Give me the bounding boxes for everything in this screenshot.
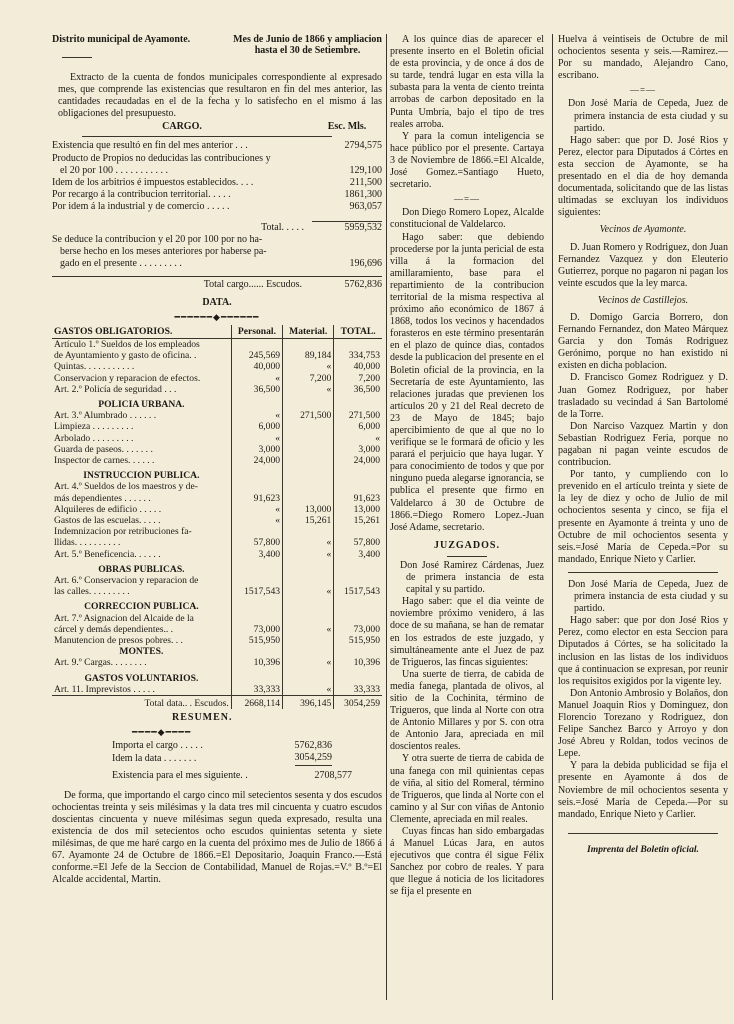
data-row-total: 57,800 <box>334 537 382 548</box>
data-row <box>52 338 382 350</box>
cargo-rows <box>52 140 382 213</box>
data-row-total <box>334 646 382 657</box>
data-row-label: MONTES. <box>119 646 164 658</box>
notice-valdelarco-title: Don Diego Romero Lopez, Alcalde constitucional de Valdelarco. <box>390 207 544 231</box>
data-row-total: 13,000 <box>334 504 382 515</box>
data-row-label: Art. 4.º Sueldos de los maestros y de- <box>54 481 198 493</box>
vecinos-castillejos-title: Vecinos de Castillejos. <box>597 294 689 306</box>
data-row <box>52 613 382 624</box>
data-row-label: Conservacion y reparacion de efectos. <box>54 372 201 384</box>
cargo-row-label: Producto de Propios no deducidas las contribuciones y <box>52 152 271 164</box>
data-row-total <box>334 481 382 492</box>
data-table <box>52 325 382 710</box>
resumen-ornament: ━━━━◆━━━━ <box>132 727 192 738</box>
data-group-title: POLICIA URBANA. <box>98 398 185 410</box>
data-row-material <box>283 526 334 537</box>
data-row <box>52 493 382 504</box>
data-row-material <box>283 613 334 624</box>
data-row-total: 3,400 <box>334 549 382 560</box>
data-empty-cell <box>334 560 382 575</box>
data-row-personal: « <box>231 373 282 384</box>
data-group-title-row <box>52 560 382 575</box>
account-header <box>52 34 382 56</box>
data-row-material: « <box>283 684 334 696</box>
data-group-title-row <box>52 395 382 410</box>
data-row-personal: 10,396 <box>231 657 282 668</box>
data-row <box>52 384 382 395</box>
data-ornament: ━━━━━━◆━━━━━━ <box>174 311 260 322</box>
data-row-personal: 73,000 <box>231 624 282 635</box>
cargo-row-label: Por idem á la industrial y de comercio . . . . . <box>52 200 230 212</box>
data-row-personal <box>231 575 282 586</box>
data-row-label: Arbolado . . . . . . . . . <box>54 432 134 444</box>
data-row-personal: « <box>231 504 282 515</box>
data-row-label: cárcel y demás dependientes.. . <box>54 623 174 635</box>
cargo-deduct-value: 196,696 <box>349 258 382 270</box>
data-empty-cell <box>283 466 334 481</box>
data-body <box>52 338 382 695</box>
column-notices <box>390 34 544 899</box>
cargo-row-value: 2794,575 <box>344 140 382 152</box>
data-row-label: Manutencion de presos pobres. . . <box>54 634 183 646</box>
data-row-label: Gastos de las escuelas. . . . . <box>54 514 161 526</box>
closing-paragraph: De forma, que importando el cargo cinco mil setecientos sesenta y dos escudos ochocientas treinta y seis milésimas y la data tres mil cincuenta y cuatro escudos doscientas cincuenta y nueve milésimas segun queda expresado, resulta una existencia de dos mil setecientos ocho escudos quinientas setenta y siete milésimas, de que me haré cargo en la cuenta del próximo mes de Julio de 1866 á 67. Ayamonte 24 de Octubre de 1866.=El Depositario, Joaquin Franco.—Está conforme.=El Jefe de la Seccion de Contabilidad, Manuel de Rojas.=V.º B.º=El Alcalde accidental, Martin. <box>52 789 382 886</box>
data-row-personal: 3,400 <box>231 549 282 560</box>
data-row-total: 7,200 <box>334 373 382 384</box>
data-row-total: 91,623 <box>334 493 382 504</box>
data-row-personal: « <box>231 410 282 421</box>
data-row-total <box>334 338 382 350</box>
cargo-row-label: Por recargo á la contribucion territorial. . . . . <box>52 188 231 200</box>
resumen: RESUMEN. ━━━━◆━━━━ Importa el cargo . . . . . 5762,836 Idem la data . . . . . . . 3054,259 Existencia para el mes siguiente. . 2708,577 <box>52 712 382 781</box>
data-row-label: Art. 9.º Cargas. . . . . . . . <box>54 657 147 669</box>
data-row-total <box>334 575 382 586</box>
data-row <box>52 515 382 526</box>
data-row <box>52 504 382 515</box>
finca-1: Una suerte de tierra, de cabida de media fanega, plantada de olivos, al sitio de la Cochinita, término de Trigueros, que linda al Norte con otra de Antonio Millares y por S. con otra de Antonio Jara, apreciada en mil doscientos reales. <box>390 668 544 753</box>
data-total-personal: 2668,114 <box>231 695 282 709</box>
resumen-existencia: 2708,577 <box>314 769 352 781</box>
data-row-label: Art. 6.º Conservacion y reparacion de <box>54 574 199 586</box>
data-row-material: « <box>283 384 334 395</box>
cargo-row <box>52 140 382 152</box>
data-total-label: Total data.. . Escudos. <box>52 695 231 709</box>
cargo-rule <box>82 136 332 137</box>
data-row-label: Alquileres de edificio . . . . . <box>54 503 162 515</box>
data-empty-cell <box>231 669 282 684</box>
data-row <box>52 526 382 537</box>
data-row-label: Guarda de paseos. . . . . . . <box>54 443 153 455</box>
data-row-material <box>283 444 334 455</box>
cargo-deduct: Se deduce la contribucion y el 20 por 100 por no ha- berse hecho en los meses anteriores por haberse pa- gado en el presente . . . . . . . . . 196,696 <box>52 234 382 270</box>
data-row-total: 36,500 <box>334 384 382 395</box>
data-row-total: 24,000 <box>334 455 382 466</box>
data-empty-cell <box>231 466 282 481</box>
data-row-label: las calles. . . . . . . . . <box>54 586 130 598</box>
data-row-label: Quintas. . . . . . . . . . . <box>54 361 135 373</box>
data-row-label: Art. 11. Imprevistos . . . . . <box>54 683 155 695</box>
data-group-title-row <box>52 466 382 481</box>
cargo-row-value: 963,057 <box>349 200 382 212</box>
data-row <box>52 684 382 696</box>
data-row-personal <box>231 646 282 657</box>
data-row-total: 1517,543 <box>334 586 382 597</box>
data-row-personal <box>231 526 282 537</box>
th-material: Material. <box>283 325 334 339</box>
finca-2: Y otra suerte de tierra de cabida de una fanega con mil quinientas cepas de viña, al sitio del Romeral, término de Trigueros, que linda al Norte con el camino y al Sur con viñas de Antonio Clemente, apreciada en mil reales. <box>390 753 544 825</box>
juez-ayamonte-title-2: Don José María de Cepeda, Juez de primera instancia de esta ciudad y su partido. <box>568 578 728 615</box>
data-row-total: « <box>334 433 382 444</box>
data-group-title-row <box>52 669 382 684</box>
data-row-material: 13,000 <box>283 504 334 515</box>
data-row-personal: « <box>231 433 282 444</box>
data-row-total: 10,396 <box>334 657 382 668</box>
data-row-material: 271,500 <box>283 410 334 421</box>
data-row <box>52 455 382 466</box>
column-accounts <box>52 34 382 886</box>
resumen-data: 3054,259 <box>295 752 333 765</box>
juzgados-title: JUZGADOS. <box>434 539 500 551</box>
column-rule-left <box>386 34 387 1000</box>
cargo-row <box>52 201 382 213</box>
data-row-total: 40,000 <box>334 361 382 372</box>
vecinos-ayamonte-title: Vecinos de Ayamonte. <box>599 224 687 236</box>
cargo-row <box>52 189 382 201</box>
data-empty-cell <box>283 669 334 684</box>
data-row-personal: 245,569 <box>231 350 282 361</box>
data-row-personal: 3,000 <box>231 444 282 455</box>
data-row-material: 89,184 <box>283 350 334 361</box>
data-title: DATA. <box>202 296 232 308</box>
data-group-title: OBRAS PUBLICAS. <box>98 563 185 575</box>
data-empty-cell <box>334 466 382 481</box>
cargo-row <box>52 153 382 165</box>
data-row <box>52 361 382 372</box>
cargo-row-label: el 20 por 100 . . . . . . . . . . . <box>60 164 169 176</box>
notice-cartaya-1: A los quince dias de aparecer el presente inserto en el Boletin oficial de esta provincia, y de once á dos de su tarde, tendrá lugar en esta villa la subasta para la venta de ciento treinta arrobas de carbon depositado en la Punta Umbría, bajo el tipo de tres reales arroba. <box>390 34 544 130</box>
data-row-personal: 515,950 <box>231 635 282 646</box>
divider-1: —=— <box>453 194 481 205</box>
data-row-personal <box>231 338 282 350</box>
grand-total-value: 5762,836 <box>344 279 382 291</box>
data-row-label: Art. 5.º Beneficencia. . . . . . <box>54 548 161 560</box>
data-row-personal: 1517,543 <box>231 586 282 597</box>
inclusion-names: Don Antonio Ambrosio y Bolaños, don Manuel Joaquin Rios y Dominguez, don Florencio Torezano y Rodriguez, don Felipe Sanchez Barco y Arroyo y don José Abreu y Roldan, todos vecinos de Lepe. <box>558 687 728 760</box>
data-row-personal: 40,000 <box>231 361 282 372</box>
data-row <box>52 444 382 455</box>
cargo-row <box>52 177 382 189</box>
notice-cartaya-2: Y para la comun inteligencia se hace público por el presente. Cartaya 3 de Noviembre de 1866.=El Alcalde, José Gomez.=Santiago Hueto, secretario. <box>390 130 544 191</box>
cargo-total-value: 5959,532 <box>312 221 382 234</box>
data-row-material: « <box>283 586 334 597</box>
data-empty-cell <box>283 597 334 612</box>
data-row-material <box>283 481 334 492</box>
data-row-label: de Ayuntamiento y gasto de oficina. . <box>54 350 197 362</box>
juez-ayamonte-title-1: Don José María de Cepeda, Juez de primera instancia de esta ciudad y su partido. <box>568 98 728 134</box>
juzgados-rule <box>447 556 487 557</box>
data-row-label: más dependientes . . . . . . <box>54 492 151 504</box>
data-row-material <box>283 433 334 444</box>
resumen-cargo: 5762,836 <box>294 740 332 752</box>
data-row-personal: 24,000 <box>231 455 282 466</box>
resumen-title: RESUMEN. <box>172 712 233 724</box>
cargo-row-value: 129,100 <box>349 164 382 176</box>
data-row-personal: 36,500 <box>231 384 282 395</box>
inclusion-notice: Hago saber: que por don José Rios y Perez, como elector en esta Seccion para Diputados á Córtes, se ha solicitado la inclusion en las listas de los individuos que á continuacion se expresan, por reunir los requisitos exigidos por la vigente ley. <box>558 615 728 687</box>
data-row-total: 515,950 <box>334 635 382 646</box>
data-row <box>52 350 382 361</box>
cargo-col-title: Esc. Mls. <box>327 121 367 133</box>
divider-3 <box>568 572 718 573</box>
data-row-label: Limpieza . . . . . . . . . <box>54 421 134 433</box>
data-row-material <box>283 635 334 646</box>
data-empty-cell <box>334 597 382 612</box>
data-row-material <box>283 493 334 504</box>
extract-intro: Extracto de la cuenta de fondos municipales correspondiente al expresado mes, que comprende las existencias que resultaron en fin del mes anterior, las cantidades recaudadas en el de la fecha y lo satisfecho en el mismo á las obligaciones del presupuesto. <box>58 72 382 120</box>
data-row-personal: 57,800 <box>231 537 282 548</box>
data-empty-cell <box>231 395 282 410</box>
data-row-personal: 33,333 <box>231 684 282 696</box>
inclusion-closing: Y para la debida publicidad se fija el presente en Ayamonte á dos de Noviembre de mil ochocientos sesenta y seis.=José María de Cepeda.—Por su mandado, Enrique Nieto y Carlier. <box>558 760 728 820</box>
data-group-title: INSTRUCCION PUBLICA. <box>83 470 200 482</box>
data-empty-cell <box>231 560 282 575</box>
data-row-total: 15,261 <box>334 515 382 526</box>
data-total-row <box>52 695 382 709</box>
data-row <box>52 624 382 635</box>
data-row-total <box>334 613 382 624</box>
imprenta-rule <box>568 833 718 834</box>
data-row-material <box>283 455 334 466</box>
data-row-personal: 6,000 <box>231 421 282 432</box>
data-total-total: 3054,259 <box>334 695 382 709</box>
data-row-label: Indemnizacion por retribuciones fa- <box>54 526 192 538</box>
data-row <box>52 421 382 432</box>
cargo-section <box>52 121 382 291</box>
castillejos-b: D. Francisco Gomez Rodriguez y D. Juan Gomez Rodriguez, por haber trasladado su vecindad á San Bartolomé de la Torre. <box>558 372 728 420</box>
cargo-total-label: Total. . . . . <box>261 222 304 234</box>
castillejos-a: D. Domigo Garcia Borrero, don Fernando Fernandez, don Mateo Márquez Garcia y don Tomás Rodriguez Gerónimo, porque no han existido ni existen en dicha poblacion. <box>558 311 728 372</box>
data-row-total <box>334 526 382 537</box>
notice-valdelarco: Hago saber: que debiendo procederse por la junta pericial de esta villa á la formacion del amillaramiento, base para el repartimiento de la contribucion territorial de la misma respectiva al próximo año económico de 1867 á 1868, todos los vecinos y hacendados forasteros en este término presentarán en el plazo de quince dias, contados desde la publicacion del presente en el Boletin oficial de la provincia, en la Secretaría de este Ayuntamiento, las relaciones juradas que previenen los artículos 20 y 21 del Real decreto de 23 de Mayo de 1845; bajo apercibimiento de que al que no lo verifique se le formará de oficio y les parará el perjuicio que haya lugar. Y para conocimiento de todos y que por ninguno pueda alegarse ignorancia, se publica el presente que firmo en Valdelarco á 30 de Octubre de 1866.=Diego Romero Lopez.-Juan José Adame, secretario. <box>390 231 544 533</box>
data-group-title: CORRECCION PUBLICA. <box>84 601 199 613</box>
divider-2: —=— <box>629 85 657 96</box>
data-empty-cell <box>334 395 382 410</box>
data-row-material <box>283 646 334 657</box>
data-empty-cell <box>231 597 282 612</box>
data-row-total: 271,500 <box>334 410 382 421</box>
data-row <box>52 433 382 444</box>
data-row <box>52 537 382 548</box>
data-row <box>52 410 382 421</box>
header-divider <box>62 57 92 58</box>
grand-total-label: Total cargo...... Escudos. <box>203 279 302 291</box>
data-row-personal <box>231 481 282 492</box>
data-row-personal <box>231 613 282 624</box>
exclusion-notice: Hago saber: que por D. José Rios y Perez, elector para Diputados á Córtes en esta seccion de Ayamonte, se ha presentado en el dia de hoy demanda documentada, solicitando que de las listas ultimadas se excluyan los individuos siguientes: <box>558 134 728 219</box>
data-group-title: GASTOS VOLUNTARIOS. <box>84 672 199 684</box>
castillejos-c: Don Narciso Vazquez Martin y don Sebastian Rodriguez Feria, porque no pagaban ni pagan veinte escudos de contribucion. <box>558 420 728 469</box>
data-row <box>52 635 382 646</box>
data-row-total: 334,753 <box>334 350 382 361</box>
data-group-title-row <box>52 597 382 612</box>
castillejos-d: Por tanto, y cumpliendo con lo prevenido en el artículo treinta y siete de la ley de diez y ocho de Julio de mil ochocientos sesenta y cinco, se fija el presente en Ayamonte á treinta y uno de Octubre de mil ochocientos sesenta y seis.=José María de Cepeda.=Por su mandado, Enrique Nieto y Carlier. <box>558 469 728 565</box>
data-row-material: 15,261 <box>283 515 334 526</box>
district-title: Distrito municipal de Ayamonte. <box>52 34 191 45</box>
th-personal: Personal. <box>231 325 282 339</box>
data-row-material <box>283 421 334 432</box>
data-row-material: « <box>283 624 334 635</box>
data-row-label: Artículo 1.º Sueldos de los empleados <box>54 338 200 350</box>
data-row <box>52 575 382 586</box>
data-empty-cell <box>283 395 334 410</box>
data-row <box>52 373 382 384</box>
column-judicial <box>558 34 728 856</box>
data-row-material: « <box>283 657 334 668</box>
imprenta-footer: Imprenta del Boletin oficial. <box>587 843 699 855</box>
data-row-total: 3,000 <box>334 444 382 455</box>
data-row-material: 7,200 <box>283 373 334 384</box>
data-row-label: Art. 7.º Asignacion del Alcaide de la <box>54 612 194 624</box>
data-row-label: Inspector de carnes. . . . . . <box>54 454 155 466</box>
data-row <box>52 586 382 597</box>
data-row <box>52 481 382 492</box>
column-rule-right <box>552 34 553 1000</box>
data-row-label: Art. 2.º Policía de seguridad . . . <box>54 383 177 395</box>
cargo-row <box>52 165 382 177</box>
period-title: Mes de Junio de 1866 y ampliacion hasta el 30 de Setiembre. <box>233 34 382 56</box>
data-row-total: 73,000 <box>334 624 382 635</box>
data-empty-cell <box>283 560 334 575</box>
data-total-material: 396,145 <box>283 695 334 709</box>
data-row-label: Art. 3.º Alumbrado . . . . . . <box>54 410 157 422</box>
finca-embargo: Cuyas fincas han sido embargadas á Manuel Lúcas Jara, en autos ejecutivos que contra él sigue Félix Sanchez por cobro de reales. Y para que llegue á noticia de los licitadores se fija el presente en <box>390 826 544 898</box>
cargo-row-label: Existencia que resultó en fin del mes anterior . . . <box>52 140 248 152</box>
data-row <box>52 549 382 560</box>
th-total: TOTAL. <box>334 325 382 339</box>
cargo-title: CARGO. <box>162 121 202 133</box>
cargo-row-value: 1861,300 <box>344 188 382 200</box>
juez-huelva-title: Don José Ramirez Cárdenas, Juez de primera instancia de esta capital y su partido. <box>400 559 544 596</box>
vecinos-ayamonte: D. Juan Romero y Rodriguez, don Juan Fernandez Vazquez y don Eleuterio Gutierrez, porque no pagaron ni pagan los veinte escudos que la ley marca. <box>558 241 728 289</box>
data-row-personal: « <box>231 515 282 526</box>
data-row-material <box>283 338 334 350</box>
data-row <box>52 646 382 657</box>
cargo-row-label: Idem de los arbitrios é impuestos establecidos. . . . <box>52 176 254 188</box>
data-row-total: 33,333 <box>334 684 382 696</box>
data-row-material <box>283 575 334 586</box>
cargo-row-value: 211,500 <box>349 176 382 188</box>
data-row-material: « <box>283 537 334 548</box>
data-row-material: « <box>283 549 334 560</box>
data-row-total: 6,000 <box>334 421 382 432</box>
data-row <box>52 657 382 668</box>
juez-huelva-notice: Hago saber: que el dia veinte de noviembre próximo venidero, á las doce de su mañana, se han de rematar en los estrados de este juzgado, y simultáneamente ante el Juez de paz de Trigueros, las fincas siguientes: <box>390 596 544 668</box>
th-gastos: GASTOS OBLIGATORIOS. <box>52 325 231 339</box>
data-row-personal: 91,623 <box>231 493 282 504</box>
data-row-material: « <box>283 361 334 372</box>
data-row-label: llidas. . . . . . . . . . <box>54 537 121 549</box>
data-empty-cell <box>334 669 382 684</box>
huelva-closing: Huelva á veintiseis de Octubre de mil ochocientos sesenta y seis.—Ramirez.—Por su mandado, Alejandro Cano, escribano. <box>558 34 728 82</box>
